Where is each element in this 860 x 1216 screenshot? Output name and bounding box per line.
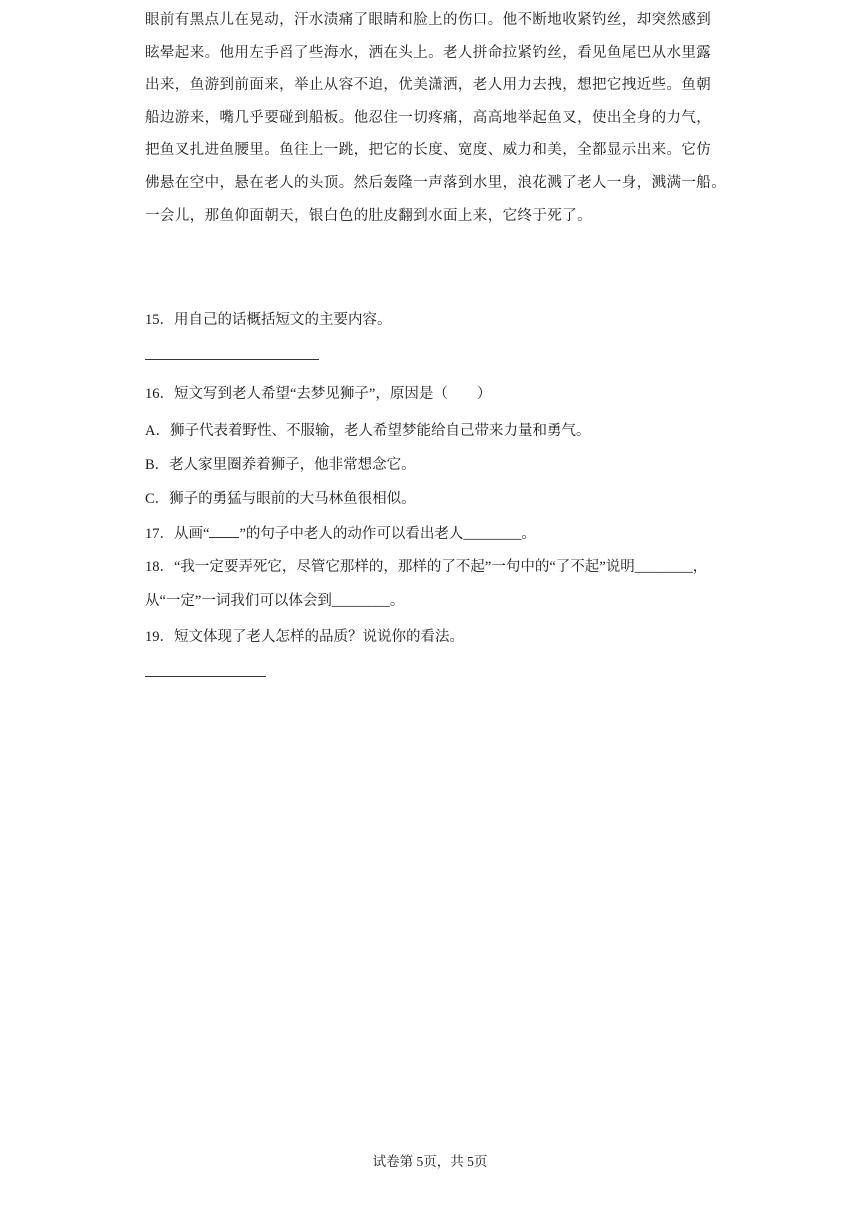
underline-marker: [209, 523, 239, 538]
page-footer: 试卷第 5页，共 5页: [372, 1154, 488, 1169]
option-c[interactable]: C．狮子的勇猛与眼前的大马林鱼很相似。: [145, 491, 416, 507]
question-18-line2: 从“一定”一词我们可以体会到________。: [145, 593, 405, 609]
question-17: [145, 523, 536, 544]
question-18-line1: 18．“我一定要弄死它，尽管它那样的，那样的了不起”一句中的“了不起”说明________，: [145, 559, 708, 575]
passage-line: 出来，鱼游到前面来，举止从容不迫，优美潇洒，老人用力去拽，想把它拽近些。鱼朝: [145, 77, 712, 94]
passage-line: 船边游来，嘴几乎要碰到船板。他忍住一切疼痛，高高地举起鱼叉，使出全身的力气，: [145, 109, 712, 126]
passage-line: 一会儿，那鱼仰面朝天，银白色的肚皮翻到水面上来，它终于死了。: [145, 207, 592, 224]
passage-line: 把鱼叉扎进鱼腰里。鱼往上一跳，把它的长度、宽度、威力和美，全都显示出来。它仿: [145, 142, 712, 159]
reading-passage: [145, 4, 725, 232]
passage-line: 佛悬在空中，悬在老人的头顶。然后轰隆一声落到水里，浪花溅了老人一身，溅满一船。: [145, 174, 727, 191]
question-17-prefix: 17．从画“: [145, 526, 210, 542]
answer-line-15[interactable]: [145, 359, 319, 360]
passage-line: 眼前有黑点儿在晃动，汗水渍痛了眼睛和脸上的伤口。他不断地收紧钓丝，却突然感到: [145, 12, 712, 28]
option-b[interactable]: B．老人家里圈养着狮子，他非常想念它。: [145, 457, 416, 473]
question-19: 19．短文体现了老人怎样的品质？说说你的看法。: [145, 629, 464, 645]
passage-line: 眩晕起来。他用左手舀了些海水，洒在头上。老人拼命拉紧钓丝，看见鱼尾巴从水里露: [145, 44, 712, 61]
question-16: 16．短文写到老人希望“去梦见狮子”，原因是（ ）: [145, 386, 492, 402]
question-15: 15．用自己的话概括短文的主要内容。: [145, 312, 392, 328]
answer-line-19[interactable]: [145, 676, 266, 677]
question-17-suffix: ”的句子中老人的动作可以看出老人________。: [239, 526, 536, 542]
option-a[interactable]: A．狮子代表着野性、不服输，老人希望梦能给自己带来力量和勇气。: [145, 423, 591, 439]
